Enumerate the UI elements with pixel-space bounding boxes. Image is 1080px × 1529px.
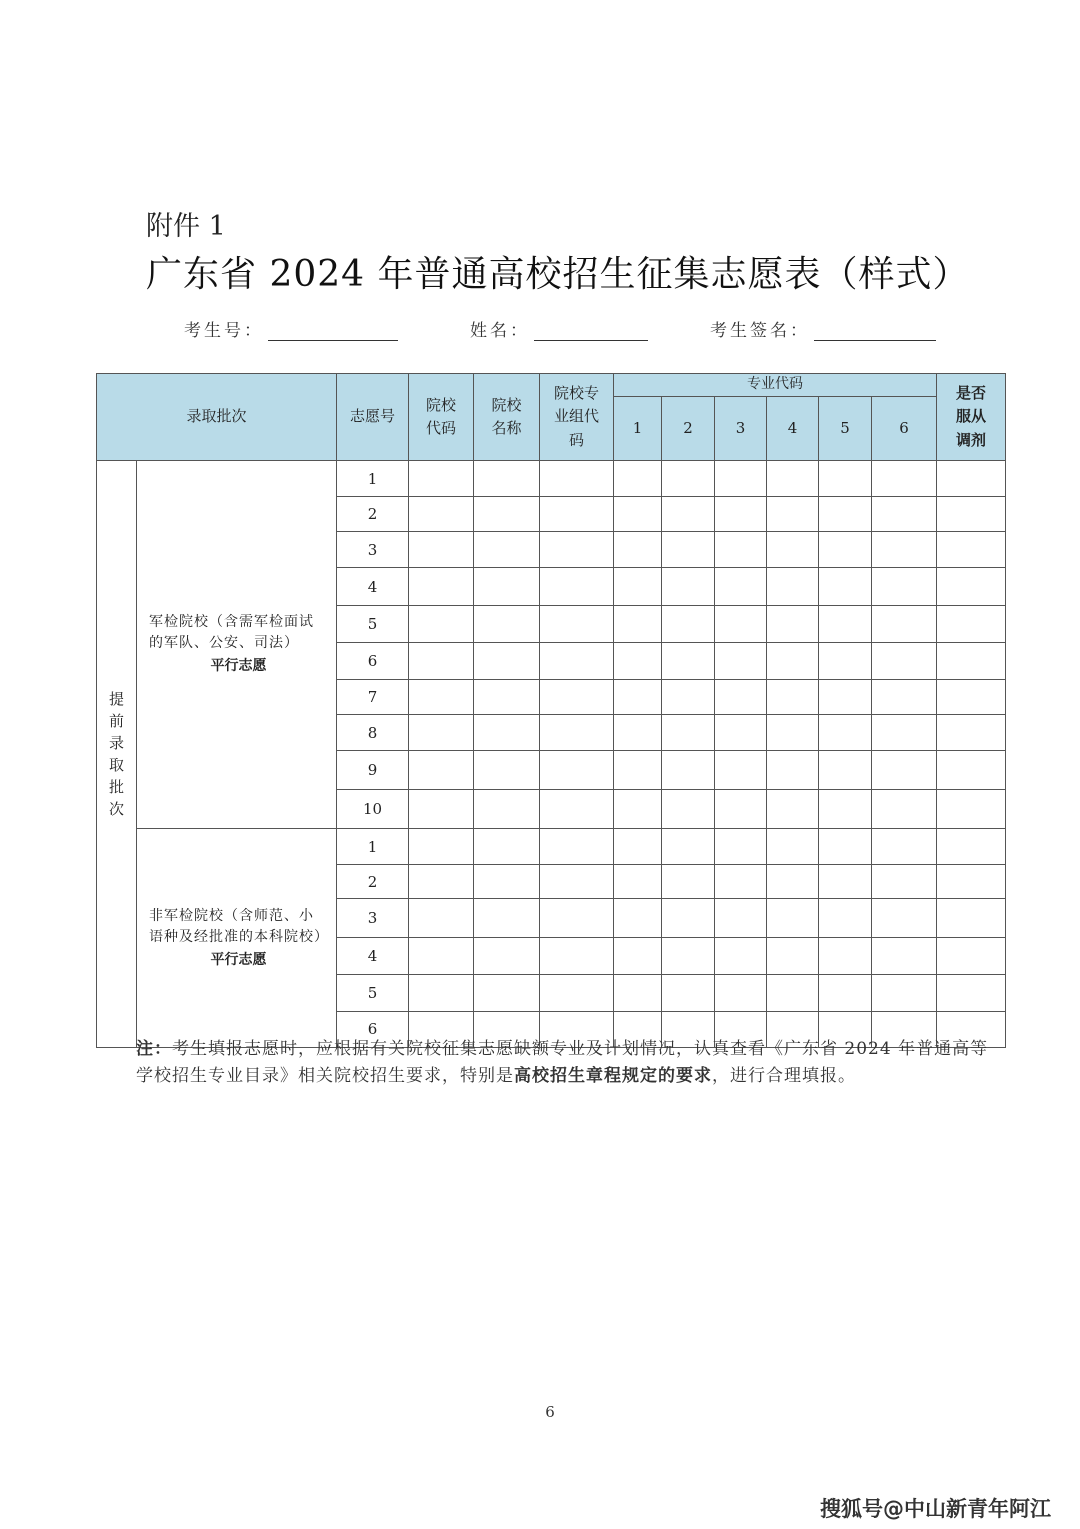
wish-number: 5 [337, 974, 409, 1011]
adjust-cell[interactable] [937, 497, 1006, 532]
major-code-3-cell[interactable] [715, 865, 767, 899]
major-code-5-cell[interactable] [819, 461, 872, 497]
category-military: 军检院校（含需军检面试的军队、公安、司法） 平行志愿 [137, 461, 337, 829]
adjust-cell[interactable] [937, 605, 1006, 642]
major-code-2-cell[interactable] [662, 642, 715, 679]
major-code-6-cell[interactable] [872, 680, 937, 715]
note-text-b: ，进行合理填报。 [712, 1066, 856, 1086]
watermark: 搜狐号@中山新青年阿江 [820, 1497, 1051, 1521]
name-blank [534, 322, 648, 341]
major-code-2-cell[interactable] [662, 532, 715, 568]
school-name-cell[interactable] [474, 899, 540, 938]
school-name-cell[interactable] [474, 938, 540, 974]
major-code-5-cell[interactable] [819, 828, 872, 864]
major-code-6-cell[interactable] [872, 497, 937, 532]
major-code-2-cell[interactable] [662, 789, 715, 828]
school-code-cell[interactable] [409, 680, 474, 715]
signature-blank [814, 322, 936, 341]
adjust-cell[interactable] [937, 568, 1006, 605]
header-batch: 录取批次 [97, 374, 337, 461]
school-name-cell[interactable] [474, 680, 540, 715]
school-code-cell[interactable] [409, 605, 474, 642]
school-code-cell[interactable] [409, 899, 474, 938]
table-row [97, 828, 1006, 864]
major-code-5-cell[interactable] [819, 642, 872, 679]
note-label: 注： [136, 1039, 172, 1059]
group-code-cell[interactable] [540, 568, 614, 605]
major-code-4-cell[interactable] [767, 865, 819, 899]
major-code-1-cell[interactable] [614, 899, 662, 938]
school-code-cell[interactable] [409, 865, 474, 899]
major-code-2-cell[interactable] [662, 461, 715, 497]
adjust-cell[interactable] [937, 789, 1006, 828]
major-code-3-cell[interactable] [715, 751, 767, 789]
major-code-5-cell[interactable] [819, 532, 872, 568]
major-code-2-cell[interactable] [662, 974, 715, 1011]
major-code-4-cell[interactable] [767, 974, 819, 1011]
school-code-cell[interactable] [409, 532, 474, 568]
major-code-1-cell[interactable] [614, 497, 662, 532]
major-code-3-cell[interactable] [715, 605, 767, 642]
application-form-table [96, 373, 1006, 1048]
major-code-1-cell[interactable] [614, 642, 662, 679]
group-code-cell[interactable] [540, 974, 614, 1011]
group-code-cell[interactable] [540, 642, 614, 679]
major-code-4-cell[interactable] [767, 828, 819, 864]
major-code-3-cell[interactable] [715, 789, 767, 828]
adjust-cell[interactable] [937, 715, 1006, 751]
major-code-6-cell[interactable] [872, 461, 937, 497]
header-major-col-5: 5 [819, 396, 872, 460]
major-code-1-cell[interactable] [614, 461, 662, 497]
major-code-1-cell[interactable] [614, 568, 662, 605]
school-name-cell[interactable] [474, 865, 540, 899]
major-code-6-cell[interactable] [872, 865, 937, 899]
note-text-bold: 高校招生章程规定的要求 [514, 1066, 712, 1086]
major-code-4-cell[interactable] [767, 532, 819, 568]
major-code-5-cell[interactable] [819, 715, 872, 751]
major-code-5-cell[interactable] [819, 605, 872, 642]
exam-no-blank [268, 322, 398, 341]
major-code-2-cell[interactable] [662, 605, 715, 642]
major-code-3-cell[interactable] [715, 828, 767, 864]
group-code-cell[interactable] [540, 789, 614, 828]
major-code-1-cell[interactable] [614, 751, 662, 789]
major-code-3-cell[interactable] [715, 568, 767, 605]
major-code-5-cell[interactable] [819, 789, 872, 828]
group-code-cell[interactable] [540, 461, 614, 497]
group-code-cell[interactable] [540, 828, 614, 864]
major-code-4-cell[interactable] [767, 642, 819, 679]
exam-no-label: 考生号： [184, 321, 264, 341]
category-non-military: 非军检院校（含师范、小语种及经批准的本科院校） 平行志愿 [137, 828, 337, 1047]
wish-number: 4 [337, 568, 409, 605]
school-code-cell[interactable] [409, 568, 474, 605]
header-group-code: 院校专业组代码 [540, 374, 614, 461]
major-code-3-cell[interactable] [715, 532, 767, 568]
batch-name-cell: 提前录取批次 [97, 461, 137, 1048]
header-school-name: 院校名称 [474, 374, 540, 461]
major-code-2-cell[interactable] [662, 828, 715, 864]
school-code-cell[interactable] [409, 828, 474, 864]
wish-number: 3 [337, 899, 409, 938]
group-code-cell[interactable] [540, 497, 614, 532]
header-wish-no: 志愿号 [337, 374, 409, 461]
major-code-4-cell[interactable] [767, 938, 819, 974]
major-code-2-cell[interactable] [662, 680, 715, 715]
wish-number: 5 [337, 605, 409, 642]
header-major-col-6: 6 [872, 396, 937, 460]
wish-number: 8 [337, 715, 409, 751]
major-code-4-cell[interactable] [767, 789, 819, 828]
school-name-cell[interactable] [474, 974, 540, 1011]
school-code-cell[interactable] [409, 974, 474, 1011]
major-code-3-cell[interactable] [715, 715, 767, 751]
major-code-3-cell[interactable] [715, 497, 767, 532]
wish-number: 2 [337, 865, 409, 899]
major-code-1-cell[interactable] [614, 605, 662, 642]
exam-no-field [184, 316, 398, 341]
school-name-cell[interactable] [474, 605, 540, 642]
major-code-2-cell[interactable] [662, 938, 715, 974]
group-code-cell[interactable] [540, 680, 614, 715]
group-code-cell[interactable] [540, 532, 614, 568]
group-code-cell[interactable] [540, 899, 614, 938]
major-code-3-cell[interactable] [715, 899, 767, 938]
major-code-5-cell[interactable] [819, 497, 872, 532]
major-code-3-cell[interactable] [715, 680, 767, 715]
school-code-cell[interactable] [409, 461, 474, 497]
major-code-4-cell[interactable] [767, 899, 819, 938]
school-name-cell[interactable] [474, 532, 540, 568]
major-code-5-cell[interactable] [819, 751, 872, 789]
adjust-cell[interactable] [937, 642, 1006, 679]
header-adjust: 是否服从调剂 [937, 374, 1006, 461]
header-major-col-4: 4 [767, 396, 819, 460]
group-code-cell[interactable] [540, 715, 614, 751]
adjust-cell[interactable] [937, 974, 1006, 1011]
major-code-5-cell[interactable] [819, 680, 872, 715]
adjust-cell[interactable] [937, 938, 1006, 974]
major-code-6-cell[interactable] [872, 568, 937, 605]
wish-number: 4 [337, 938, 409, 974]
major-code-2-cell[interactable] [662, 751, 715, 789]
school-code-cell[interactable] [409, 789, 474, 828]
wish-number: 6 [337, 642, 409, 679]
major-code-1-cell[interactable] [614, 828, 662, 864]
header-school-code: 院校代码 [409, 374, 474, 461]
major-code-5-cell[interactable] [819, 899, 872, 938]
major-code-1-cell[interactable] [614, 974, 662, 1011]
adjust-cell[interactable] [937, 751, 1006, 789]
major-code-1-cell[interactable] [614, 680, 662, 715]
group-code-cell[interactable] [540, 605, 614, 642]
school-name-cell[interactable] [474, 642, 540, 679]
major-code-5-cell[interactable] [819, 974, 872, 1011]
school-code-cell[interactable] [409, 497, 474, 532]
wish-number: 6 [337, 1011, 409, 1047]
major-code-6-cell[interactable] [872, 899, 937, 938]
header-major-col-2: 2 [662, 396, 715, 460]
adjust-cell[interactable] [937, 680, 1006, 715]
adjust-cell[interactable] [937, 865, 1006, 899]
page-title: 广东省 2024 年普通高校招生征集志愿表（样式） [146, 254, 970, 295]
adjust-cell[interactable] [937, 828, 1006, 864]
major-code-1-cell[interactable] [614, 938, 662, 974]
major-code-6-cell[interactable] [872, 532, 937, 568]
major-code-6-cell[interactable] [872, 715, 937, 751]
major-code-4-cell[interactable] [767, 680, 819, 715]
group-code-cell[interactable] [540, 865, 614, 899]
major-code-3-cell[interactable] [715, 938, 767, 974]
major-code-5-cell[interactable] [819, 865, 872, 899]
wish-number: 10 [337, 789, 409, 828]
school-code-cell[interactable] [409, 642, 474, 679]
major-code-5-cell[interactable] [819, 938, 872, 974]
major-code-6-cell[interactable] [872, 605, 937, 642]
group-code-cell[interactable] [540, 938, 614, 974]
school-name-cell[interactable] [474, 497, 540, 532]
page-number: 6 [545, 1403, 555, 1421]
major-code-6-cell[interactable] [872, 938, 937, 974]
major-code-2-cell[interactable] [662, 497, 715, 532]
major-code-4-cell[interactable] [767, 497, 819, 532]
major-code-1-cell[interactable] [614, 865, 662, 899]
major-code-1-cell[interactable] [614, 532, 662, 568]
major-code-3-cell[interactable] [715, 642, 767, 679]
major-code-1-cell[interactable] [614, 789, 662, 828]
school-name-cell[interactable] [474, 461, 540, 497]
major-code-5-cell[interactable] [819, 568, 872, 605]
major-code-2-cell[interactable] [662, 899, 715, 938]
school-code-cell[interactable] [409, 938, 474, 974]
group-code-cell[interactable] [540, 751, 614, 789]
adjust-cell[interactable] [937, 899, 1006, 938]
major-code-2-cell[interactable] [662, 865, 715, 899]
major-code-4-cell[interactable] [767, 605, 819, 642]
major-code-6-cell[interactable] [872, 751, 937, 789]
name-field [470, 316, 648, 341]
signature-field [710, 316, 936, 341]
wish-number: 1 [337, 461, 409, 497]
major-code-4-cell[interactable] [767, 751, 819, 789]
wish-number: 7 [337, 680, 409, 715]
major-code-1-cell[interactable] [614, 715, 662, 751]
school-name-cell[interactable] [474, 751, 540, 789]
wish-number: 9 [337, 751, 409, 789]
name-label: 姓名： [470, 321, 530, 341]
school-name-cell[interactable] [474, 789, 540, 828]
major-code-2-cell[interactable] [662, 715, 715, 751]
major-code-3-cell[interactable] [715, 974, 767, 1011]
major-code-2-cell[interactable] [662, 568, 715, 605]
major-code-6-cell[interactable] [872, 974, 937, 1011]
major-code-6-cell[interactable] [872, 789, 937, 828]
school-code-cell[interactable] [409, 715, 474, 751]
major-code-4-cell[interactable] [767, 715, 819, 751]
header-major-code: 专业代码 [614, 374, 937, 397]
note [136, 1036, 996, 1090]
major-code-6-cell[interactable] [872, 642, 937, 679]
major-code-3-cell[interactable] [715, 461, 767, 497]
major-code-4-cell[interactable] [767, 461, 819, 497]
major-code-4-cell[interactable] [767, 568, 819, 605]
school-code-cell[interactable] [409, 751, 474, 789]
signature-label: 考生签名： [710, 321, 810, 341]
adjust-cell[interactable] [937, 532, 1006, 568]
adjust-cell[interactable] [937, 461, 1006, 497]
wish-number: 3 [337, 532, 409, 568]
attachment-label: 附件 1 [146, 211, 226, 242]
wish-number: 2 [337, 497, 409, 532]
wish-number: 1 [337, 828, 409, 864]
school-name-cell[interactable] [474, 715, 540, 751]
major-code-6-cell[interactable] [872, 828, 937, 864]
header-major-col-3: 3 [715, 396, 767, 460]
table-row [97, 461, 1006, 497]
school-name-cell[interactable] [474, 568, 540, 605]
school-name-cell[interactable] [474, 828, 540, 864]
note-text-a: 考生填报志愿时，应根据有关院校征集志愿缺额专业及计划情况，认真查看《广东省 2024 年普通高等学校招生专业目录》相关院校招生要求，特别是 [136, 1039, 989, 1086]
header-major-col-1: 1 [614, 396, 662, 460]
